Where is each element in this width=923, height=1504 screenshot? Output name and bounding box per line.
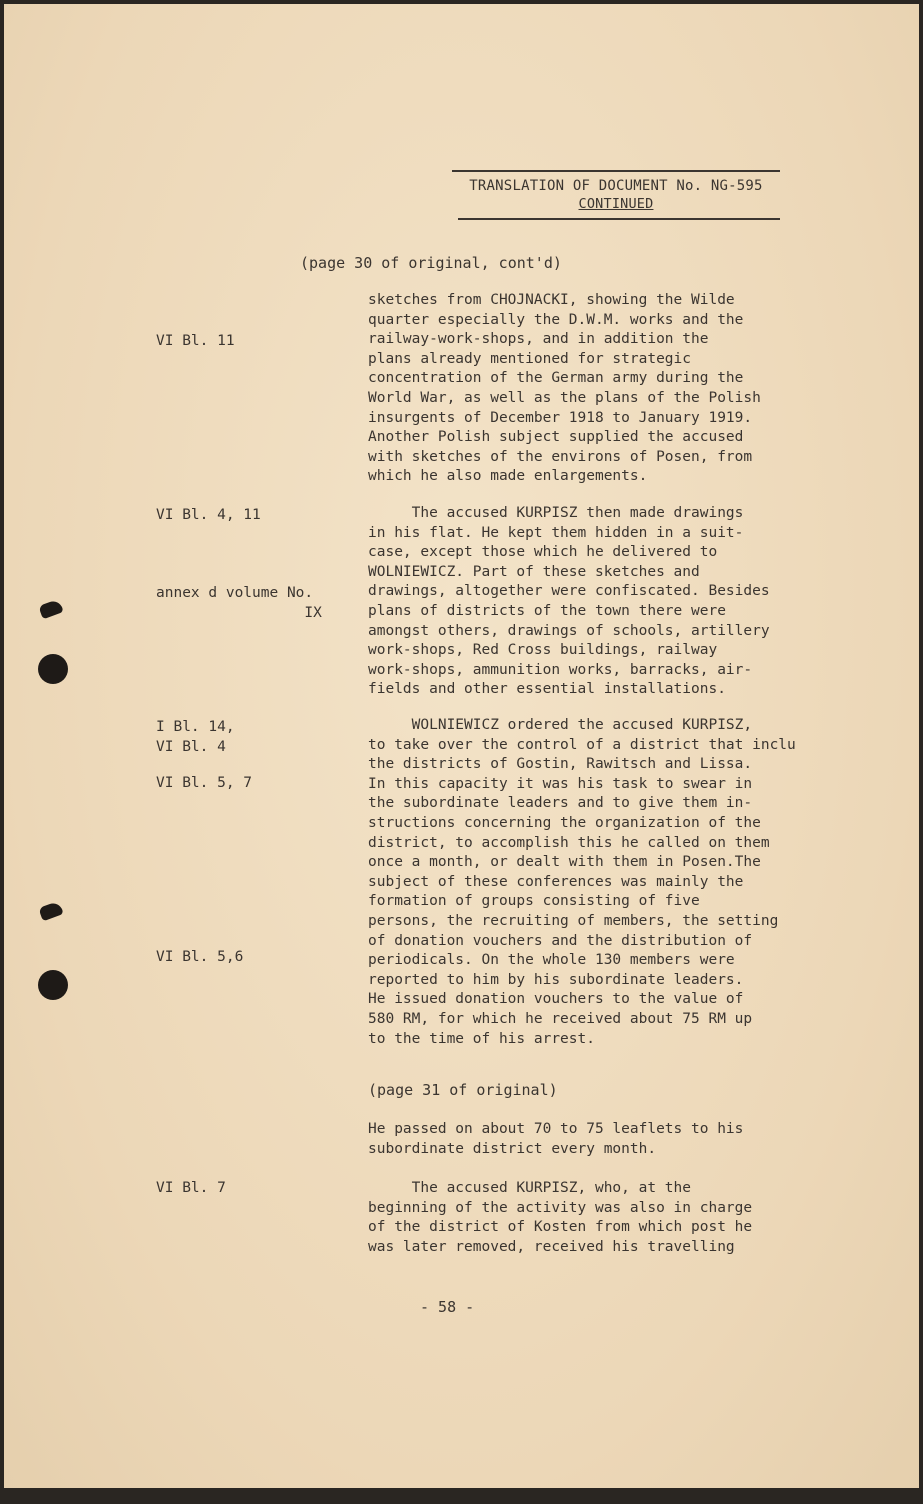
margin-note-5: VI Bl. 5, 7: [156, 775, 253, 791]
page-number: - 58 -: [420, 1298, 475, 1316]
margin-note-6: VI Bl. 5,6: [156, 949, 244, 965]
header-bottom-rule: [458, 218, 780, 220]
page-reference-31: (page 31 of original): [368, 1081, 558, 1099]
paragraph-2: The accused KURPISZ then made drawings in his flat. He kept them hidden in a suit- case, except those which he delivered to WOLNIEWICZ. Part of these sketches and drawings, altogether were confiscated. Besides plans of districts of the town there were amongst others, drawings of schools, artillery work-shops, Red Cross buildings, railway work-shops, ammunition works, barracks, air- fields and other essential installations.: [368, 505, 770, 698]
punch-hole-1: [38, 654, 68, 684]
punch-hole-2: [38, 970, 68, 1000]
page-reference-30: (page 30 of original, cont'd): [300, 254, 562, 272]
margin-note-7: VI Bl. 7: [156, 1180, 226, 1196]
margin-note-2: VI Bl. 4, 11: [156, 507, 261, 523]
document-header: [452, 170, 780, 220]
paragraph-3: WOLNIEWICZ ordered the accused KURPISZ, to take over the control of a district that inclu the districts of Gostin, Rawitsch and Lissa. In this capacity it was his task to swear in the subordinate leaders and to give them in- structions concerning the organization of the district, to accomplish this he called on them once a month, or dealt with them in Posen.The subject of these conferences was mainly the formation of groups consisting of five persons, the recruiting of members, the setting of donation vouchers and the distribution of periodicals. On the whole 130 members were reported to him by his subordinate leaders. He issued donation vouchers to the value of 580 RM, for which he received about 75 RM up to the time of his arrest.: [368, 717, 796, 1047]
paragraph-5: The accused KURPISZ, who, at the beginning of the activity was also in charge of the district of Kosten from which post he was later removed, received his travelling: [368, 1180, 753, 1255]
paragraph-1: sketches from CHOJNACKI, showing the Wilde quarter especially the D.W.M. works and the railway-work-shops, and in addition the plans already mentioned for strategic concentration of the German army during the World War, as well as the plans of the Polish insurgents of December 1918 to January 1919. Another Polish subject supplied the accused with sketches of the environs of Posen, from which he also made enlargements.: [368, 292, 761, 485]
binder-clip-mark: [38, 599, 63, 620]
paragraph-4: He passed on about 70 to 75 leaflets to his subordinate district every month.: [368, 1121, 744, 1157]
binder-clip-mark-2: [38, 901, 63, 922]
header-title: TRANSLATION OF DOCUMENT No. NG-595: [469, 178, 763, 194]
document-page: [4, 4, 919, 1494]
scan-bottom-edge: [4, 1488, 919, 1494]
margin-note-1: VI Bl. 11: [156, 333, 235, 349]
header-subtitle: CONTINUED: [578, 196, 654, 212]
margin-note-3: annex d volume No. IX: [156, 585, 322, 621]
margin-note-4: I Bl. 14, VI Bl. 4: [156, 719, 235, 755]
